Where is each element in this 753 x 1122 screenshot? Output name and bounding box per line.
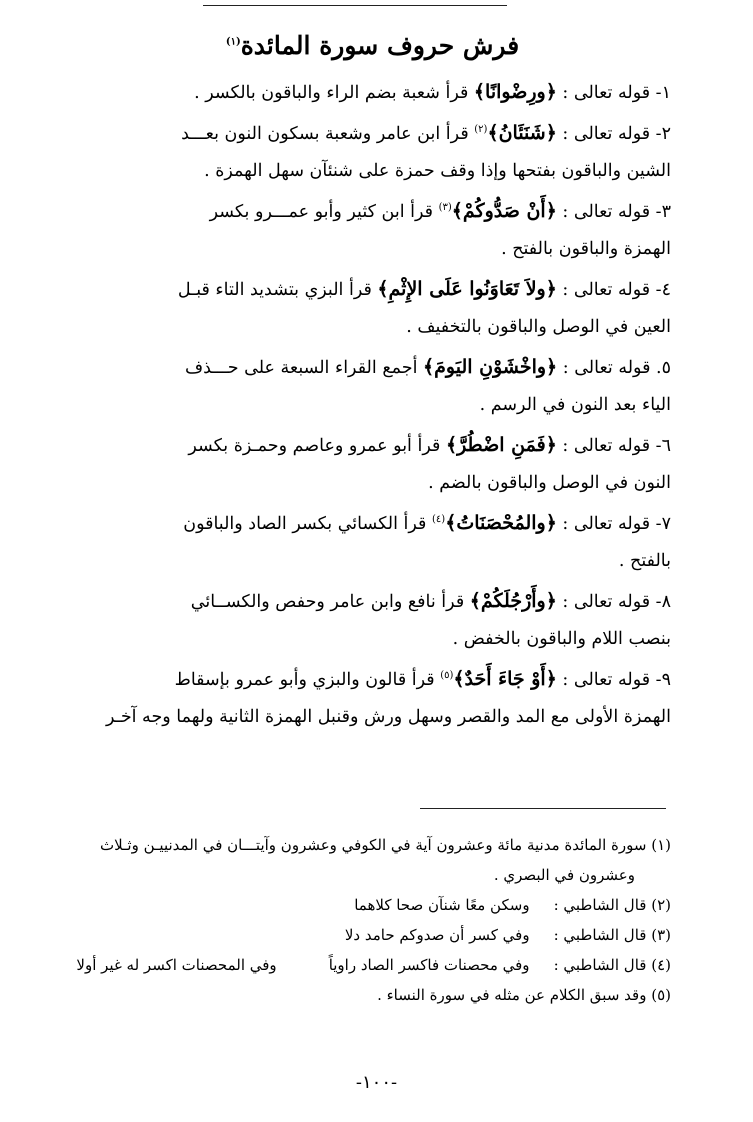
verse-continuation: الياء بعد النون في الرسم . (479, 395, 671, 415)
verse-rest: قرأ البزي بتشديد التاء قبـل (177, 280, 378, 300)
verse-8 (74, 583, 671, 658)
footnote-verse: وسكن معًا شنآن صحا كلاهما (354, 896, 530, 914)
verse-lead: ٢- قوله تعالى : (556, 124, 671, 144)
footnote-verse: وفي كسر أن صدوكم حامد دلا (344, 926, 530, 944)
page-number: -١٠٠- (355, 1072, 398, 1093)
verse-line (74, 271, 671, 309)
verse-rest: قرأ قالون والبزي وأبو عمرو بإسقاط (174, 670, 441, 690)
verse-lead: ٧- قوله تعالى : (556, 514, 671, 534)
verse-5 (74, 349, 671, 424)
verse-continuation: بالفتح . (618, 551, 671, 571)
quran-text: ﴿ولاَ تَعَاوَنُوا عَلَى الإِثْمِ﴾ (377, 278, 557, 300)
verse-lead: ٦- قوله تعالى : (556, 436, 671, 456)
verse-rest: قرأ أبو عمرو وعاصم وحمـزة بكسر (188, 436, 446, 456)
verse-7 (74, 505, 671, 580)
verse-continuation: النون في الوصل والباقون بالضم . (428, 473, 671, 493)
verse-lead: ٥. قوله تعالى : (557, 358, 671, 378)
verse-lead: ١- قوله تعالى : (556, 83, 671, 103)
footnote-2 (80, 890, 671, 920)
footnote-label: (٢) قال الشاطبي : (553, 896, 671, 914)
footnotes (76, 830, 671, 1010)
verse-line (74, 349, 671, 387)
footnote-3 (80, 920, 671, 950)
verse-line (74, 193, 671, 231)
verse-line (74, 115, 671, 153)
quran-text: ﴿واخْشَوْنِ اليَومَ﴾ (423, 356, 558, 378)
verse-line (74, 505, 671, 543)
verse-4 (74, 271, 671, 346)
verse-rest: قرأ شعبة بضم الراء والباقون بالكسر . (194, 83, 474, 103)
footnote-label: (٤) قال الشاطبي : (553, 956, 671, 974)
verse-lead: ٣- قوله تعالى : (556, 202, 671, 222)
verse-lead: ٤- قوله تعالى : (556, 280, 671, 300)
verse-rest: قرأ ابن عامر وشعبة بسكون النون بعـــد (181, 124, 475, 144)
verse-continuation: الهمزة والباقون بالفتح . (501, 239, 671, 259)
verse-2 (74, 115, 671, 190)
verse-lead: ٨- قوله تعالى : (556, 592, 671, 612)
verse-continuation: العين في الوصل والباقون بالتخفيف . (406, 317, 671, 337)
footnote-ref: (٤) (432, 514, 446, 526)
quran-text: ﴿أَوْ جَاءَ أَحَدٌ﴾ (453, 668, 557, 690)
verse-line (74, 74, 671, 112)
page-body (74, 28, 671, 739)
verse-9 (74, 661, 671, 736)
title-note-ref: (١) (225, 36, 241, 48)
verse-3 (74, 193, 671, 268)
footnote-verse-first-half: وفي محصنات فاكسر الصاد راوياً (328, 956, 530, 974)
footnote-5: (٥) وقد سبق الكلام عن مثله في سورة النساء . (377, 986, 671, 1004)
verse-rest: قرأ نافع وابن عامر وحفص والكســائي (190, 592, 470, 612)
footnote-4 (76, 950, 671, 980)
verse-rest: أجمع القراء السبعة على حـــذف (185, 358, 423, 378)
verse-1 (74, 74, 671, 112)
verse-line (74, 661, 671, 699)
quran-text: ﴿أَنْ صَدُّوكُمْ﴾ (451, 200, 557, 222)
quran-text: ﴿فَمَنِ اضْطُرَّ﴾ (445, 434, 557, 456)
quran-text: ﴿والمُحْصَنَاتُ﴾ (445, 512, 557, 534)
verse-continuation: بنصب اللام والباقون بالخفض . (452, 629, 671, 649)
footnote-ref: (٥) (440, 670, 454, 682)
footnote-label: (٣) قال الشاطبي : (553, 926, 671, 944)
title-text: فرش حروف سورة المائدة (240, 31, 520, 60)
verse-rest: قرأ ابن كثير وأبو عمـــرو بكسر (209, 202, 439, 222)
footnote-rule (420, 808, 666, 809)
footnote-ref: (٣) (438, 202, 452, 214)
footnote-1: (١) سورة المائدة مدنية مائة وعشرون آية في الكوفي وعشرون وآيتـــان في المدنييـن وثـلاث (99, 836, 671, 854)
verse-continuation: الهمزة الأولى مع المد والقصر وسهل ورش وقنبل الهمزة الثانية ولهما وجه آخـر (106, 707, 671, 727)
verse-continuation: الشين والباقون بفتحها وإذا وقف حمزة على شنئآن سهل الهمزة . (204, 161, 671, 181)
verse-line (74, 583, 671, 621)
verse-6 (74, 427, 671, 502)
footnote-1-continuation: وعشرون في البصري . (493, 866, 635, 884)
quran-text: ﴿شَنَئَانُ﴾ (487, 122, 557, 144)
verse-lead: ٩- قوله تعالى : (556, 670, 671, 690)
footnote-verse-second-half: وفي المحصنات اكسر له غير أولا (76, 956, 277, 974)
quran-text: ﴿ورِضْوانًا﴾ (473, 81, 557, 103)
top-rule (203, 5, 507, 6)
quran-text: ﴿وأَرْجُلَكُمْ﴾ (469, 590, 557, 612)
footnote-ref: (٢) (474, 124, 488, 136)
verse-rest: قرأ الكسائي بكسر الصاد والباقون (183, 514, 432, 534)
verse-line (74, 427, 671, 465)
page-title (74, 28, 671, 64)
